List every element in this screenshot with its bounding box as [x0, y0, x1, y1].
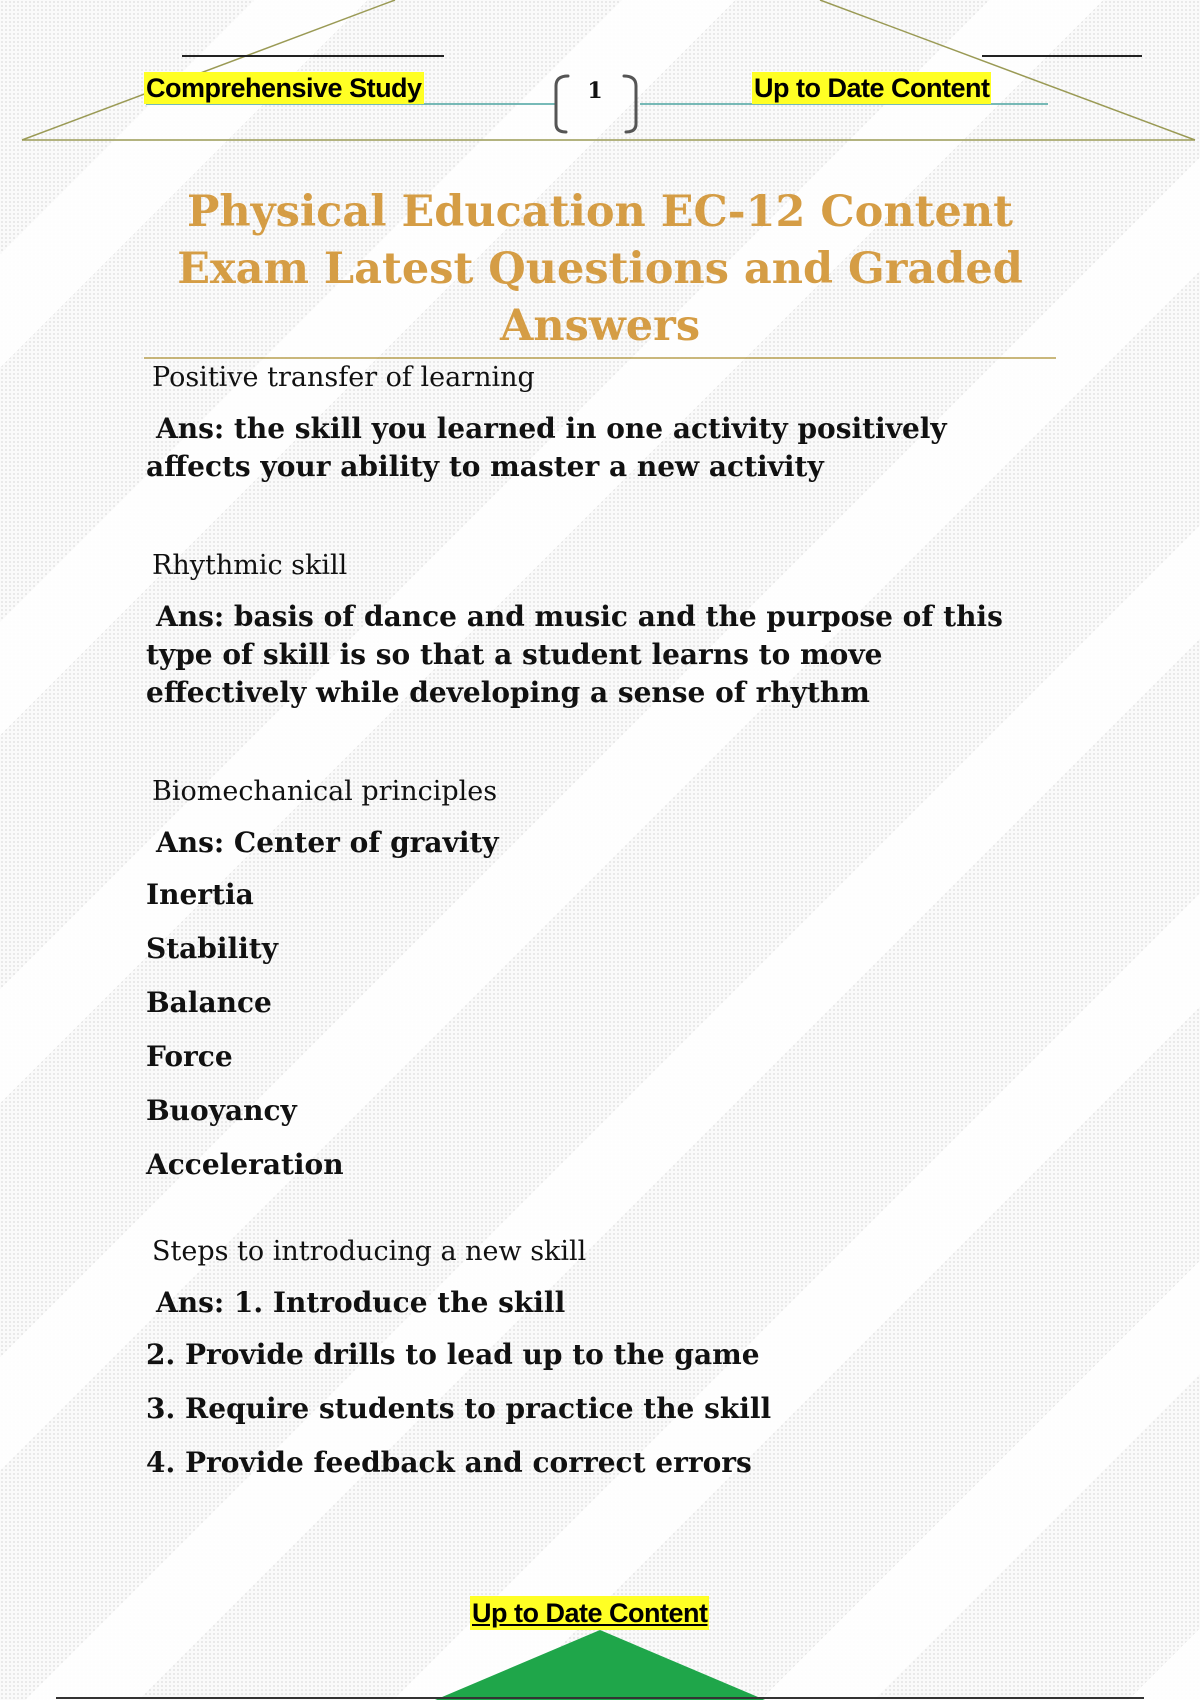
document-title: Physical Education EC-12 Content Exam Latest Questions and Graded Answers: [177, 187, 1023, 351]
page-number: 1: [587, 78, 603, 104]
question-text: Biomechanical principles: [152, 776, 498, 807]
answer-list-item: Buoyancy: [146, 1094, 297, 1127]
footer-label: Up to Date Content: [472, 1598, 708, 1628]
answer-list-item: 3. Require students to practice the skill: [146, 1392, 772, 1425]
answer-text: [146, 824, 1046, 862]
qa-content: [146, 360, 1046, 1498]
question-text: Rhythmic skill: [152, 550, 348, 581]
answer-text: [146, 598, 1046, 712]
answer-lead: Ans: 1. Introduce the skill: [156, 1286, 566, 1319]
header-left-label: Comprehensive Study: [146, 73, 422, 103]
question-text: Steps to introducing a new skill: [152, 1236, 587, 1267]
answer-list-item: Balance: [146, 986, 272, 1019]
answer-lead: Ans: Center of gravity: [156, 826, 499, 859]
answer-list-item: 4. Provide feedback and correct errors: [146, 1446, 752, 1479]
answer-list-item: 2. Provide drills to lead up to the game: [146, 1338, 760, 1371]
answer-text: [146, 1284, 1046, 1322]
answer-list-item: Acceleration: [146, 1148, 344, 1181]
answer-lead: Ans: the skill you learned in one activity positively affects your ability to master a new activity: [146, 412, 947, 483]
answer-list-item: Inertia: [146, 878, 254, 911]
header-roof-lines: [22, 0, 1195, 140]
question-text: Positive transfer of learning: [152, 362, 535, 393]
answer-list-item: Stability: [146, 932, 278, 965]
answer-text: [146, 410, 1046, 486]
footer-triangle: [435, 1630, 765, 1700]
header-right-label: Up to Date Content: [754, 73, 990, 103]
answer-lead: Ans: basis of dance and music and the purpose of this type of skill is so that a student learns to move effectively while developing a sense of rhythm: [146, 600, 1003, 709]
answer-list-item: Force: [146, 1040, 233, 1073]
